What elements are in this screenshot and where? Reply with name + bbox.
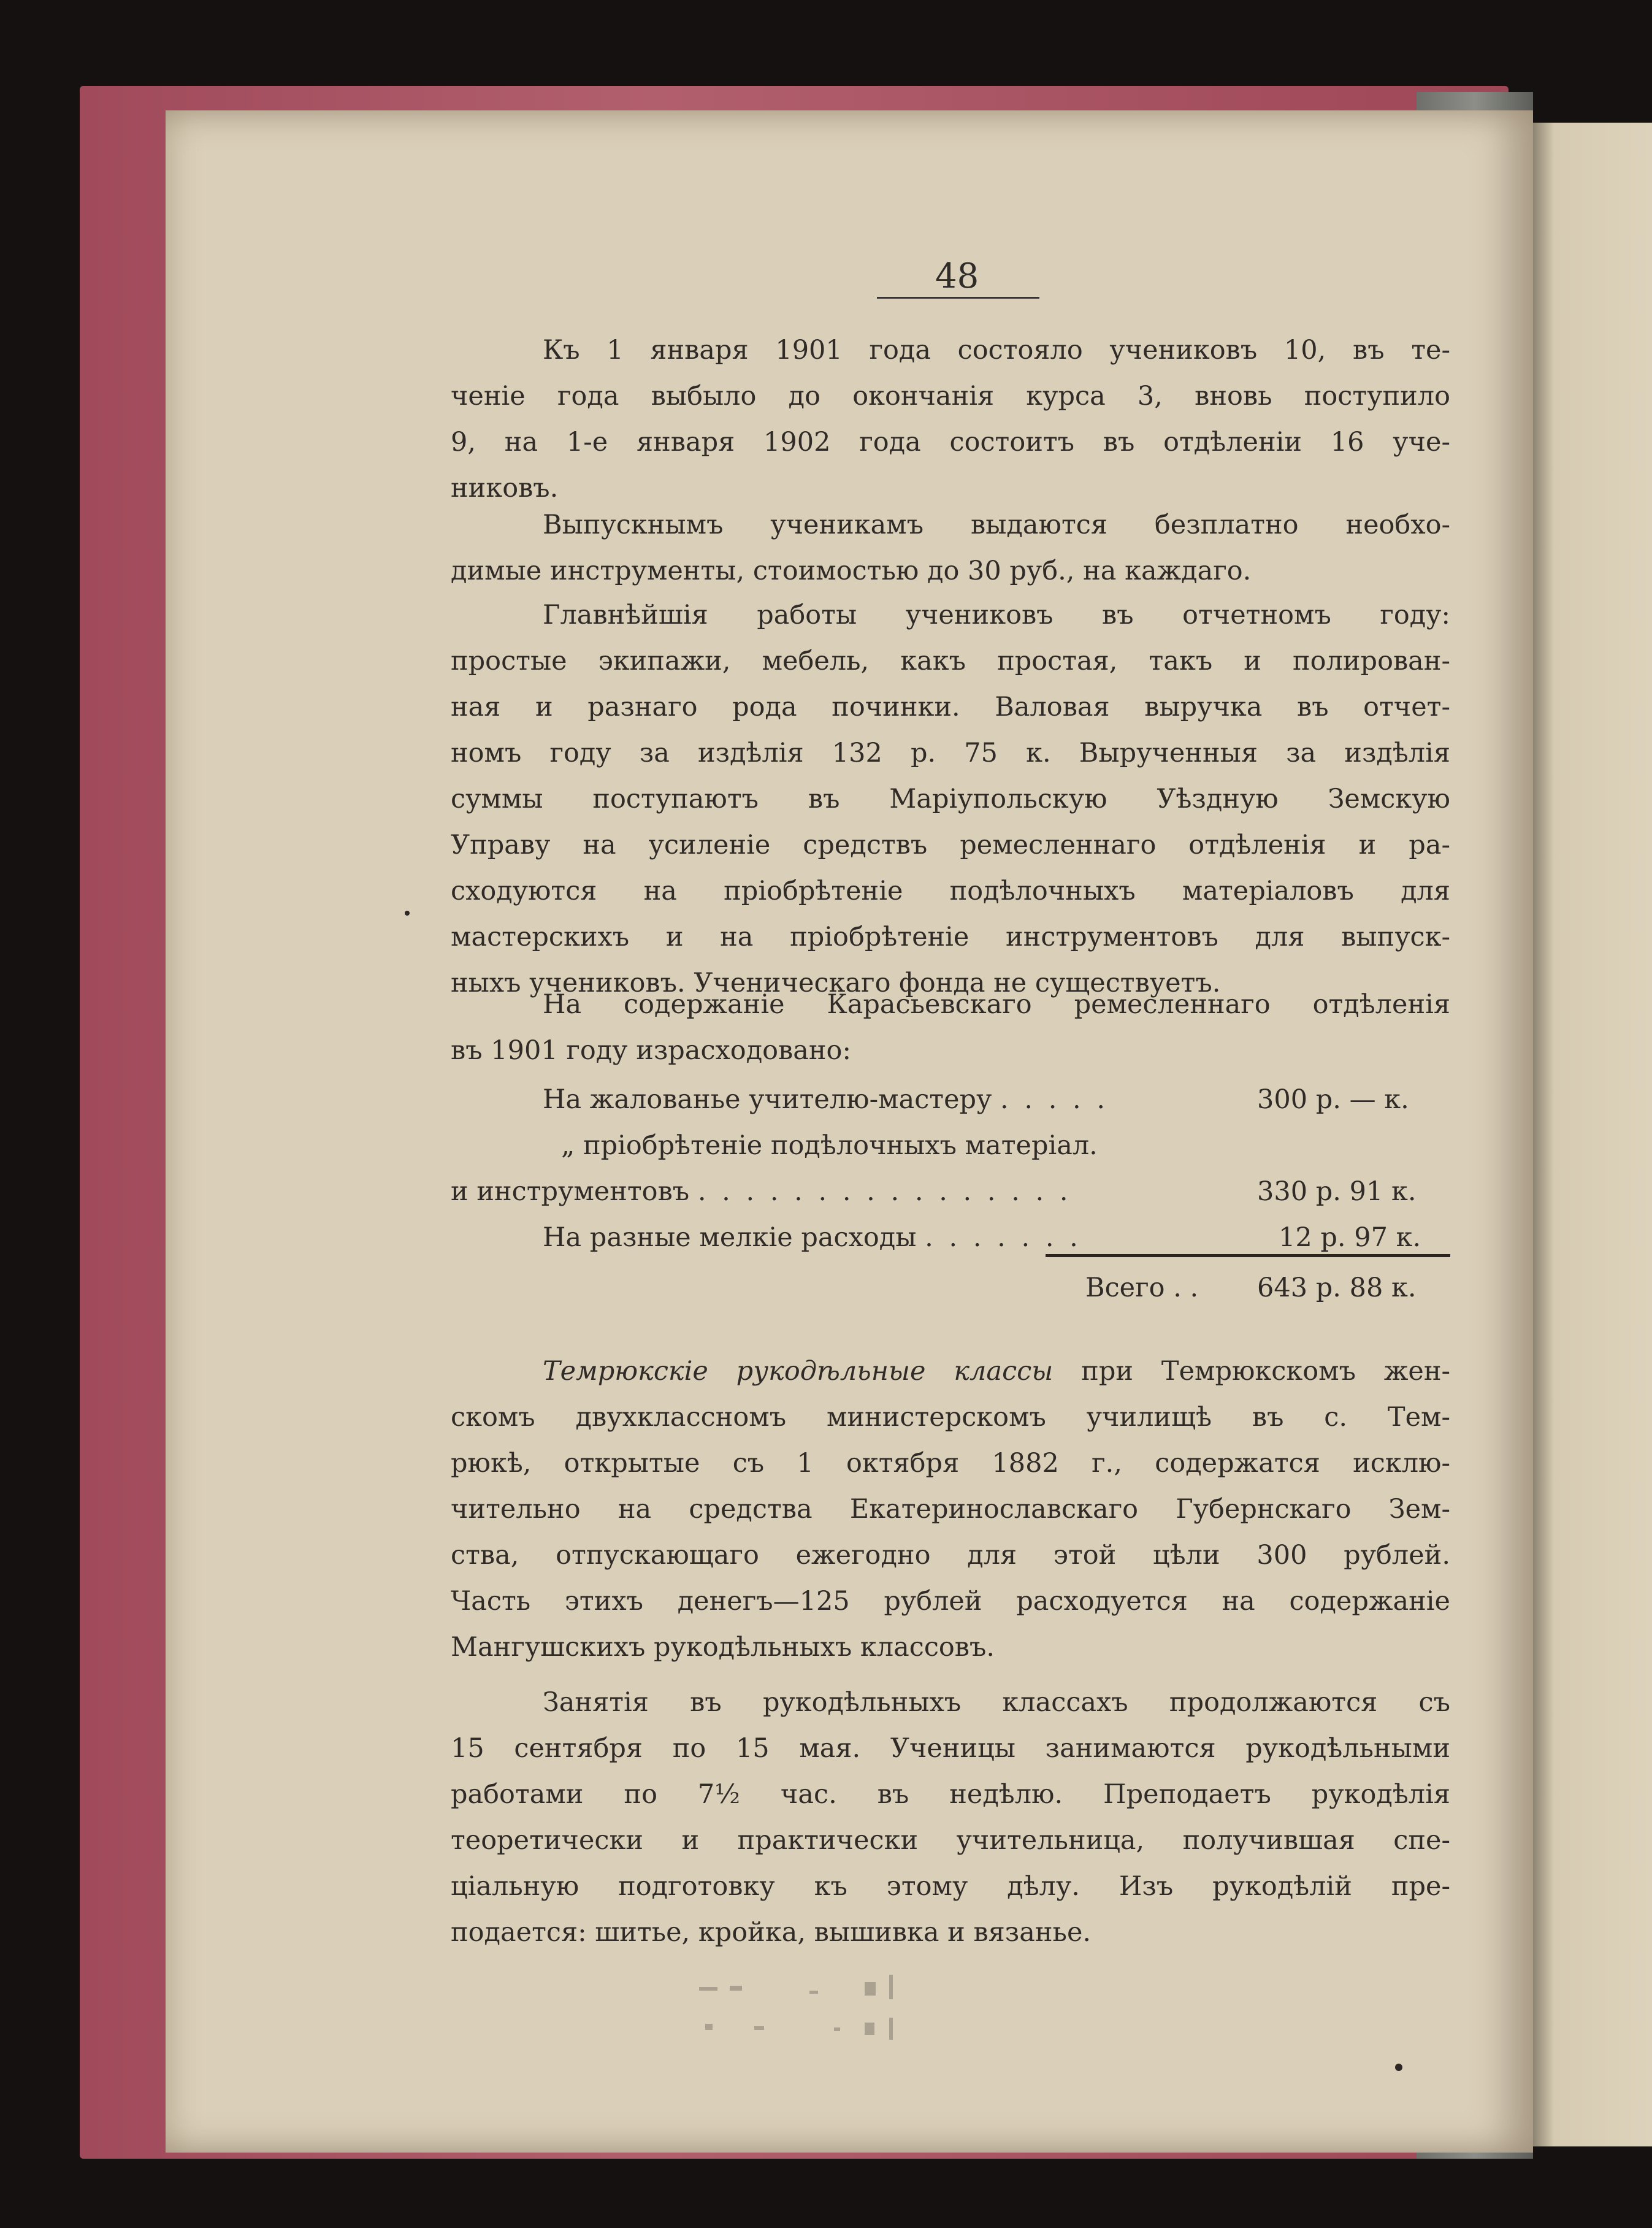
- page-number: 48: [935, 256, 979, 296]
- expense-amount: 300 р. — к.: [1257, 1084, 1409, 1115]
- expense-amount: 330 р. 91 к.: [1257, 1176, 1417, 1207]
- text-line: ства, отпускающаго ежегодно для этой цѣли 300 рублей.: [451, 1540, 1450, 1571]
- text-line: Занятія въ рукодѣльныхъ классахъ продолжаются съ: [543, 1687, 1450, 1718]
- next-page-edge: [1533, 123, 1652, 2146]
- text-line: сходуются на пріобрѣтеніе подѣлочныхъ матеріаловъ для: [451, 876, 1450, 906]
- text-line: простые экипажи, мебель, какъ простая, такъ и полирован-: [451, 646, 1450, 676]
- text-line: [543, 1358, 1450, 1385]
- leader-dots: . . . . . . .: [925, 1222, 1082, 1253]
- text-line: ная и разнаго рода починки. Валовая выручка въ отчет-: [451, 692, 1450, 722]
- text-line: ціальную подготовку къ этому дѣлу. Изъ рукодѣлій пре-: [451, 1871, 1450, 1902]
- leader-dots: . . . . . . . . . . . . . . . .: [697, 1176, 1072, 1207]
- expense-total-amount: 643 р. 88 к.: [1257, 1273, 1417, 1303]
- page-speck: [1395, 2064, 1402, 2071]
- page-speck: [405, 911, 410, 916]
- text-line: номъ году за издѣлія 132 р. 75 к. Вырученныя за издѣлія: [451, 738, 1450, 768]
- text-line: теоретически и практически учительница, получившая спе-: [451, 1825, 1450, 1856]
- text-line: На содержаніе Карасьевскаго ремесленнаго отдѣленія: [543, 989, 1450, 1020]
- text-fragment: при Темрюкскомъ жен-: [1081, 1356, 1451, 1387]
- text-line: 15 сентября по 15 мая. Ученицы занимаются рукодѣльными: [451, 1733, 1450, 1764]
- text-line: 9, на 1-е января 1902 года состоитъ въ отдѣленіи 16 уче-: [451, 427, 1450, 457]
- text-line: Выпускнымъ ученикамъ выдаются безплатно необхо-: [543, 510, 1450, 540]
- expense-row-materials-b: [451, 1176, 1072, 1207]
- text-line: рюкѣ, открытые съ 1 октября 1882 г., содержатся исклю-: [451, 1448, 1450, 1479]
- section-title-italic: Темрюкскіе рукодѣльные классы: [543, 1356, 1054, 1387]
- text-line: Къ 1 января 1901 года состояло учениковъ 10, въ те-: [543, 335, 1450, 366]
- bleed-through-mark: [687, 1969, 1030, 2061]
- text-line: ныхъ учениковъ. Ученическаго фонда не существуетъ.: [451, 968, 1221, 998]
- expense-total-label: Всего . .: [1085, 1273, 1199, 1303]
- text-line: работами по 7½ час. въ недѣлю. Преподаетъ рукодѣлія: [451, 1779, 1450, 1810]
- text-line: ченіе года выбыло до окончанія курса 3, вновь поступило: [451, 381, 1450, 412]
- expense-label: На разные мелкіе расходы: [543, 1222, 917, 1253]
- text-line: мастерскихъ и на пріобрѣтеніе инструментовъ для выпуск-: [451, 922, 1450, 952]
- text-line: суммы поступаютъ въ Маріупольскую Уѣздную Земскую: [451, 784, 1450, 814]
- text-line: въ 1901 году израсходовано:: [451, 1035, 851, 1066]
- expense-row-misc: [543, 1222, 1082, 1253]
- text-line: димые инструменты, стоимостью до 30 руб., на каждаго.: [451, 556, 1252, 586]
- text-line: Главнѣйшія работы учениковъ въ отчетномъ году:: [543, 600, 1450, 630]
- text-line: никовъ.: [451, 473, 559, 503]
- text-line: Часть этихъ денегъ—125 рублей расходуется на содержаніе: [451, 1586, 1450, 1617]
- expense-amount: 12 р. 97 к.: [1279, 1222, 1421, 1253]
- expense-label: На жалованье учителю-мастеру: [543, 1084, 992, 1115]
- text-line: скомъ двухклассномъ министерскомъ училищѣ въ с. Тем-: [451, 1402, 1450, 1433]
- expense-row-materials-a: „ пріобрѣтеніе подѣлочныхъ матеріал.: [561, 1130, 1098, 1161]
- text-line: подается: шитье, кройка, вышивка и вязанье.: [451, 1917, 1092, 1948]
- expense-label: и инструментовъ: [451, 1176, 690, 1207]
- leader-dots: . . . . .: [1000, 1084, 1109, 1115]
- text-line: Управу на усиленіе средствъ ремесленнаго отдѣленія и ра-: [451, 830, 1450, 860]
- expense-row-salary: [543, 1084, 1109, 1115]
- sum-rule: [1046, 1254, 1450, 1257]
- text-line: Мангушскихъ рукодѣльныхъ классовъ.: [451, 1632, 995, 1663]
- page-number-rule: [877, 297, 1039, 299]
- text-line: чительно на средства Екатеринославскаго Губернскаго Зем-: [451, 1494, 1450, 1525]
